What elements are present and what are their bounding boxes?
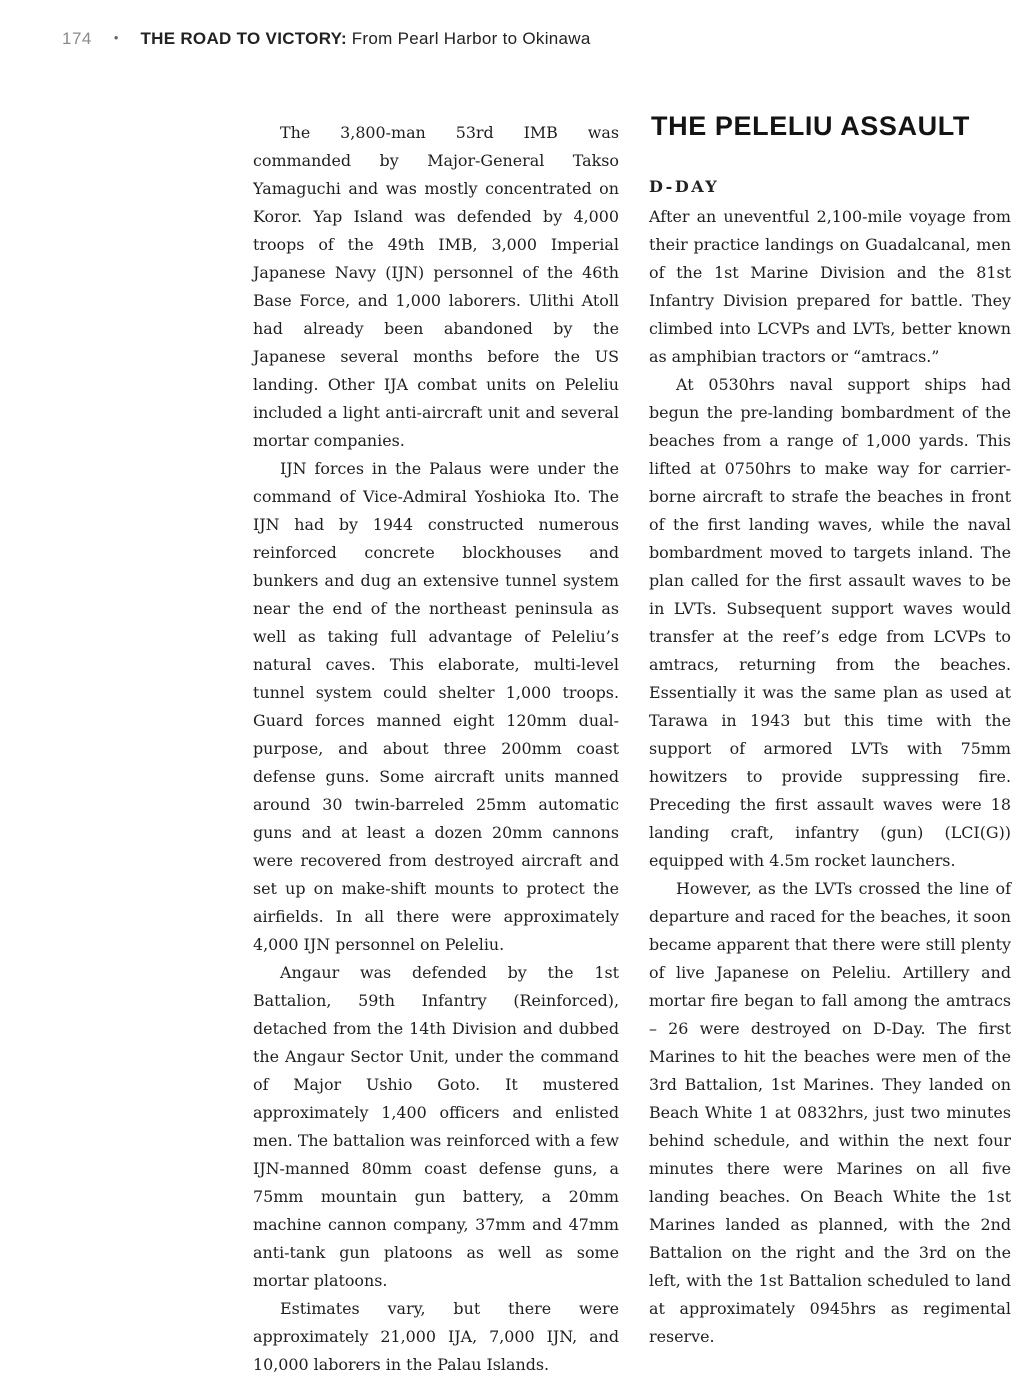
book-subtitle: From Pearl Harbor to Okinawa: [351, 29, 591, 48]
header-bullet: •: [113, 30, 119, 45]
paragraph: At 0530hrs naval support ships had begun the pre-landing bombardment of the beaches from a range of 1,000 yards. This lifted at 0750hrs to make way for carrier-borne aircraft to strafe the beaches in front of the first landing waves, while the naval bombardment moved to targets inland. The plan called for the first assault waves to be in LVTs. Subsequent support waves would transfer at the reef’s edge from LCVPs to amtracs, returning from the beaches. Essentially it was the same plan as used at Tarawa in 1943 but this time with the support of armored LVTs with 75mm howitzers to provide suppressing fire. Preceding the first assault waves were 18 landing craft, infantry (gun) (LCI(G)) equipped with 4.5m rocket launchers.: [649, 375, 1011, 870]
paragraph: Angaur was defended by the 1st Battalion, 59th Infantry (Reinforced), detached from the 14th Division and dubbed the Angaur Sector Unit, under the command of Major Ushio Goto. It mustered approximately 1,400 officers and enlisted men. The battalion was reinforced with a few IJN-manned 80mm coast defense guns, a 75mm mountain gun battery, a 20mm machine cannon company, 37mm and 47mm anti-tank gun platoons as well as some mortar platoons.: [253, 963, 619, 1290]
paragraph: Estimates vary, but there were approximately 21,000 IJA, 7,000 IJN, and 10,000 laborers in the Palau Islands.: [253, 1299, 619, 1374]
section-heading: THE PELELIU ASSAULT: [651, 111, 970, 141]
page-number: 174: [62, 29, 92, 48]
paragraph: The 3,800-man 53rd IMB was commanded by Major-General Takso Yamaguchi and was mostly concentrated on Koror. Yap Island was defended by 4,000 troops of the 49th IMB, 3,000 Imperial Japanese Navy (IJN) personnel of the 46th Base Force, and 1,000 laborers. Ulithi Atoll had already been abandoned by the Japanese several months before the US landing. Other IJA combat units on Peleliu included a light anti-aircraft unit and several mortar companies.: [253, 123, 619, 450]
right-column: [649, 203, 1011, 1351]
subheading: D-DAY: [649, 177, 720, 196]
paragraph: IJN forces in the Palaus were under the command of Vice-Admiral Yoshioka Ito. The IJN had by 1944 constructed numerous reinforced concrete blockhouses and bunkers and dug an extensive tunnel system near the end of the northeast peninsula as well as taking full advantage of Peleliu’s natural caves. This elaborate, multi-level tunnel system could shelter 1,000 troops. Guard forces manned eight 120mm dual-purpose, and about three 200mm coast defense guns. Some aircraft units manned around 30 twin-barreled 25mm automatic guns and at least a dozen 20mm cannons were recovered from destroyed aircraft and set up on make-shift mounts to protect the airfields. In all there were approximately 4,000 IJN personnel on Peleliu.: [253, 459, 619, 954]
running-head: [62, 29, 591, 49]
paragraph: However, as the LVTs crossed the line of departure and raced for the beaches, it soon became apparent that there were still plenty of live Japanese on Peleliu. Artillery and mortar fire began to fall among the amtracs – 26 were destroyed on D-Day. The first Marines to hit the beaches were men of the 3rd Battalion, 1st Marines. They landed on Beach White 1 at 0832hrs, just two minutes behind schedule, and within the next four minutes there were Marines on all five landing beaches. On Beach White the 1st Marines landed as planned, with the 2nd Battalion on the right and the 3rd on the left, with the 1st Battalion scheduled to land at approximately 0945hrs as regimental reserve.: [649, 879, 1011, 1346]
left-column: [253, 119, 619, 1379]
book-title: THE ROAD TO VICTORY:: [140, 29, 347, 48]
paragraph: After an uneventful 2,100-mile voyage from their practice landings on Guadalcanal, men of the 1st Marine Division and the 81st Infantry Division prepared for battle. They climbed into LCVPs and LVTs, better known as amphibian tractors or “amtracs.”: [649, 207, 1011, 366]
